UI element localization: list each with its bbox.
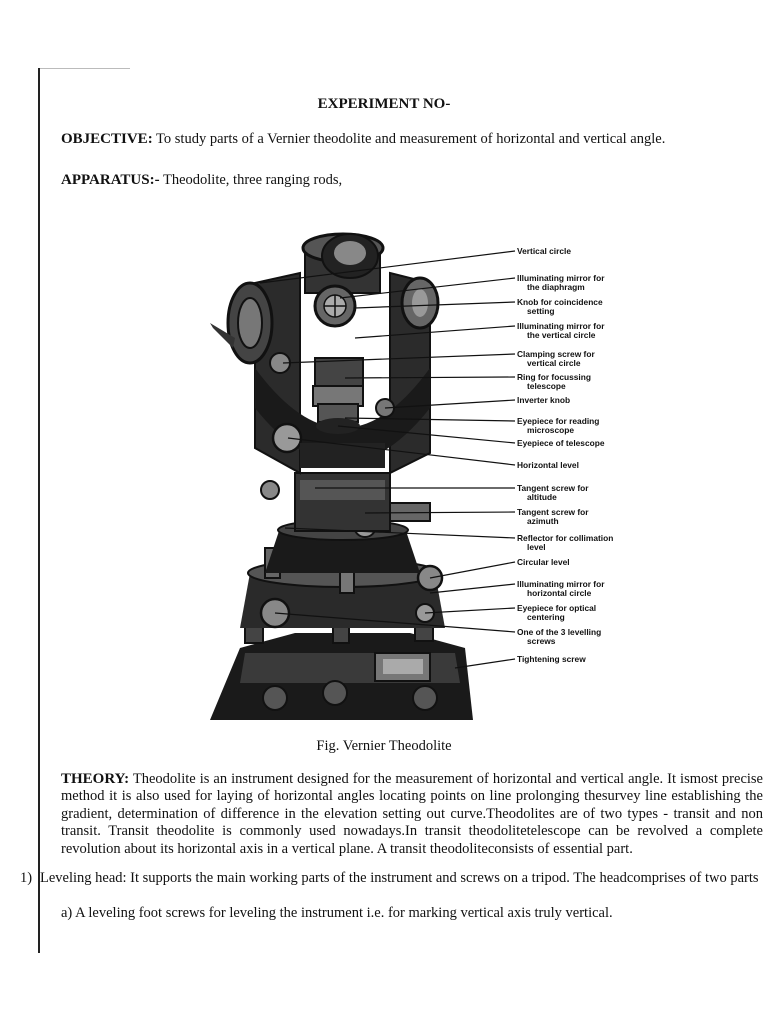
list-item-number: 1) — [20, 870, 33, 886]
apparatus-line — [61, 172, 342, 189]
callout-label: Tangent screw for azimuth — [517, 507, 589, 526]
callout-label: Circular level — [517, 557, 570, 567]
apparatus-text: Theodolite, three ranging rods, — [159, 172, 343, 188]
callout-label: One of the 3 levelling screws — [517, 627, 602, 646]
callout-leader-line — [260, 251, 515, 283]
callout-label: Illuminating mirror for the diaphragm — [517, 273, 605, 292]
figure-caption: Fig. Vernier Theodolite — [316, 738, 452, 754]
objective-line — [61, 131, 665, 148]
theodolite-figure — [205, 228, 640, 723]
experiment-title: EXPERIMENT NO- — [317, 96, 451, 112]
callout-label: Illuminating mirror for horizontal circle — [517, 579, 605, 598]
callout-label: Knob for coincidence setting — [517, 297, 603, 316]
theory-label: THEORY: — [61, 771, 130, 787]
page-margin-line — [38, 68, 40, 953]
list-item-leveling-head — [20, 870, 764, 887]
theory-text: Theodolite is an instrument designed for the measurement of horizontal and vertical angle. It ismost precise method it is also used for laying of horizontal angles locating points on line prolonging thesurvey line establishing the gradient, determination of difference in the elevation setting out curve.Theodolites are of two types - transit and non transit. Transit theodolite is commonly used nowadays.In transit theodolitetelescope can be revolved a complete revolution about its horizontal axis in a vertical plane. A transit theodoliteconsists of essential part. — [61, 771, 763, 857]
apparatus-label: APPARATUS:- — [61, 172, 160, 188]
callout-label: Horizontal level — [517, 460, 579, 470]
theodolite-illustration — [205, 228, 640, 723]
callout-leader-line — [430, 562, 515, 578]
callout-leader-line — [355, 326, 515, 338]
callout-label: Vertical circle — [517, 246, 572, 256]
objective-label: OBJECTIVE: — [61, 131, 153, 147]
callout-label: Illuminating mirror for the vertical circle — [517, 321, 605, 340]
callout-label: Tangent screw for altitude — [517, 483, 589, 502]
callout-label: Tightening screw — [517, 654, 586, 664]
callout-label: Clamping screw for vertical circle — [517, 349, 595, 368]
sub-item-leveling-foot-screws: a) A leveling foot screws for leveling the instrument i.e. for marking vertical axis truly vertical. — [61, 905, 613, 921]
callout-label: Eyepiece of telescope — [517, 438, 605, 448]
callout-leader-line — [430, 584, 515, 593]
page-border-top — [38, 68, 130, 69]
theodolite-drawing — [210, 234, 473, 720]
callout-label: Eyepiece for optical centering — [517, 603, 597, 622]
callout-label: Eyepiece for reading microscope — [517, 416, 600, 435]
callout-label: Inverter knob — [517, 395, 571, 405]
callout-leader-line — [345, 377, 515, 378]
theory-paragraph — [61, 771, 763, 858]
callout-label: Reflector for collimation level — [517, 533, 614, 552]
objective-text: To study parts of a Vernier theodolite and measurement of horizontal and vertical angle. — [152, 131, 666, 147]
callout-label: Ring for focussing telescope — [517, 372, 591, 391]
list-item-text: Leveling head: It supports the main working parts of the instrument and screws on a tripod. The headcomprises of two parts — [40, 870, 759, 886]
